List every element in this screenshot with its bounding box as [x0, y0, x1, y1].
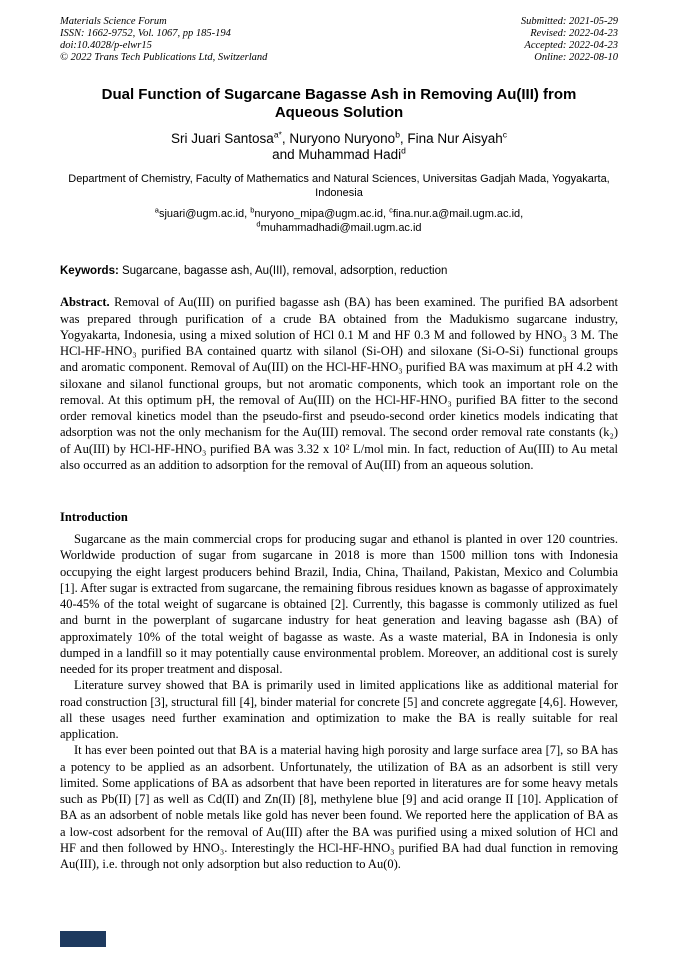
email-3-mark: c [389, 205, 393, 215]
online-date: Online: 2022-08-10 [534, 51, 618, 63]
author-4: and Muhammad Hadi [272, 147, 402, 162]
author-2: , Nuryono Nuryono [281, 130, 396, 146]
issn-volume-pages: ISSN: 1662-9752, Vol. 1067, pp 185-194 [60, 27, 231, 39]
author-1-affmark: a* [273, 129, 282, 140]
abstract-text: Removal of Au(III) on purified bagasse ash (BA) has been examined. The purified BA adsorbent was prepared through purification of a crude BA obtained from the Madukismo sugarcane industry, Yogyakarta, Indonesia, using a mixed solution of HCl 0.1 M and HF 0.3 M and followed by HNO₃ 3 M. The HCl-HF-HNO₃ purified BA contained quartz with silanol (Si-OH) and siloxane (Si-O-Si) functional groups and aromatic component. Removal of Au(III) on the HCl-HF-HNO₃ purified BA was maximum at pH 4.2 with siloxane and silanol functional groups, but not aromatic components, which took an important role on the removal. At this optimum pH, the removal of Au(III) on the HCl-HF-HNO₃ purified BA fitter to the second order removal kinetics model than the pseudo-first and pseudo-second order kinetics models indicating that adsorption was not the only mechanism for the Au(III) removal. The second order removal rate constants (k₂) of Au(III) by HCl-HF-HNO₃ purified BA was 3.32 x 10² L/mol min. In fact, reduction of Au(III) to Au metal also occurred as an addition to adsorption for the removal of Au(III) from an aqueous solution. [60, 295, 618, 472]
publication-header [60, 16, 618, 63]
submitted-date: Submitted: 2021-05-29 [520, 16, 618, 27]
email-1-mark: a [154, 205, 159, 215]
authors-line-2 [60, 147, 618, 163]
publication-info [60, 16, 267, 63]
doi: doi:10.4028/p-elwr15 [60, 39, 152, 51]
email-1: sjuari@ugm.ac.id, [158, 208, 251, 221]
revised-date: Revised: 2022-04-23 [530, 27, 618, 39]
emails-line-2 [60, 219, 618, 236]
footer-badge [60, 931, 106, 947]
email-2: nuryono_mipa@ugm.ac.id, [254, 208, 390, 221]
abstract-label: Abstract. [60, 295, 110, 310]
journal-name: Materials Science Forum [60, 16, 167, 27]
section-heading-introduction: Introduction [60, 510, 128, 525]
intro-paragraph-1: Sugarcane as the main commercial crops for producing sugar and ethanol is planted in over 120 countries. Worldwide production of sugar from sugarcane in 2018 is more than 1500 million tons with Indonesia occupying the eight largest producers behind Brazil, India, China, Thailand, Pakistan, Mexico and Columbia [1]. After sugar is extracted from sugarcane, the remaining fibrous residues known as bagasse of approximately 40-45% of the total weight of sugarcane is obtained [2]. Currently, this bagasse is commonly utilized as fuel and burnt in the powerplant of sugarcane industry for heat generation and leaving bagasse ash (BA) of approximately 10% of the total weight of bagasse as waste. As a waste material, BA in Indonesia is only dumped in a landfill so it may potentially cause environmental problem. Moreover, an additional cost is surely needed for its proper treatment and disposal. [60, 532, 618, 677]
author-3-affmark: c [502, 129, 507, 140]
emails-block [60, 205, 618, 236]
email-4: muhammadhadi@mail.ugm.ac.id [260, 222, 422, 235]
keywords-text: Sugarcane, bagasse ash, Au(III), removal, adsorption, reduction [118, 265, 448, 278]
affiliation: Department of Chemistry, Faculty of Mathematics and Natural Sciences, Universitas Gadjah Mada, Yogyakarta, Indonesia [68, 173, 610, 200]
intro-paragraph-3: It has ever been pointed out that BA is a material having high porosity and large surface area [7], so BA has a potency to be applied as an adsorbent. Unfortunately, the utilization of BA as an adsorbent is still very limited. Some applications of BA as adsorbent that have been reported in literatures are for some heavy metals such as Pb(II) [7] as well as Cd(II) and Zn(II) [8], methylene blue [9] and acid orange II [10]. Application of BA as an adsorbent of noble metals like gold has never been found. We reported here the application of BA as a low-cost adsorbent for the removal of Au(III) after the BA was purified using a mixed solution of HCl and HF and then followed by HNO₃. Interestingly the HCl-HF-HNO₃ purified BA had dual function in removing Au(III), i.e. through not only adsorption but also reduction to Au(0). [60, 743, 618, 872]
email-2-mark: b [250, 205, 255, 215]
author-1: Sri Juari Santosa [171, 130, 274, 146]
submission-dates [521, 16, 618, 63]
email-3: fina.nur.a@mail.ugm.ac.id, [392, 208, 524, 221]
author-2-affmark: b [395, 129, 400, 140]
emails-line-1 [60, 205, 618, 222]
author-3: , Fina Nur Aisyah [399, 130, 503, 146]
copyright-line: © 2022 Trans Tech Publications Ltd, Switzerland [60, 51, 268, 63]
accepted-date: Accepted: 2022-04-23 [524, 39, 618, 51]
authors-block [60, 131, 618, 164]
authors-line-1 [60, 131, 618, 147]
keywords-row [60, 265, 618, 277]
email-4-mark: d [256, 219, 261, 229]
intro-paragraph-2: Literature survey showed that BA is primarily used in limited applications like as additional material for road construction [3], structural fill [4], binder material for concrete [5] and concrete aggregate [4,6]. However, all these usages need further examination and optimization to make the BA is really suitable for real application. [60, 678, 618, 742]
paper-title: Dual Function of Sugarcane Bagasse Ash in Removing Au(III) from Aqueous Solution [101, 86, 577, 121]
abstract [60, 294, 618, 473]
author-4-affmark: d [401, 145, 406, 156]
keywords-label: Keywords: [60, 265, 119, 278]
